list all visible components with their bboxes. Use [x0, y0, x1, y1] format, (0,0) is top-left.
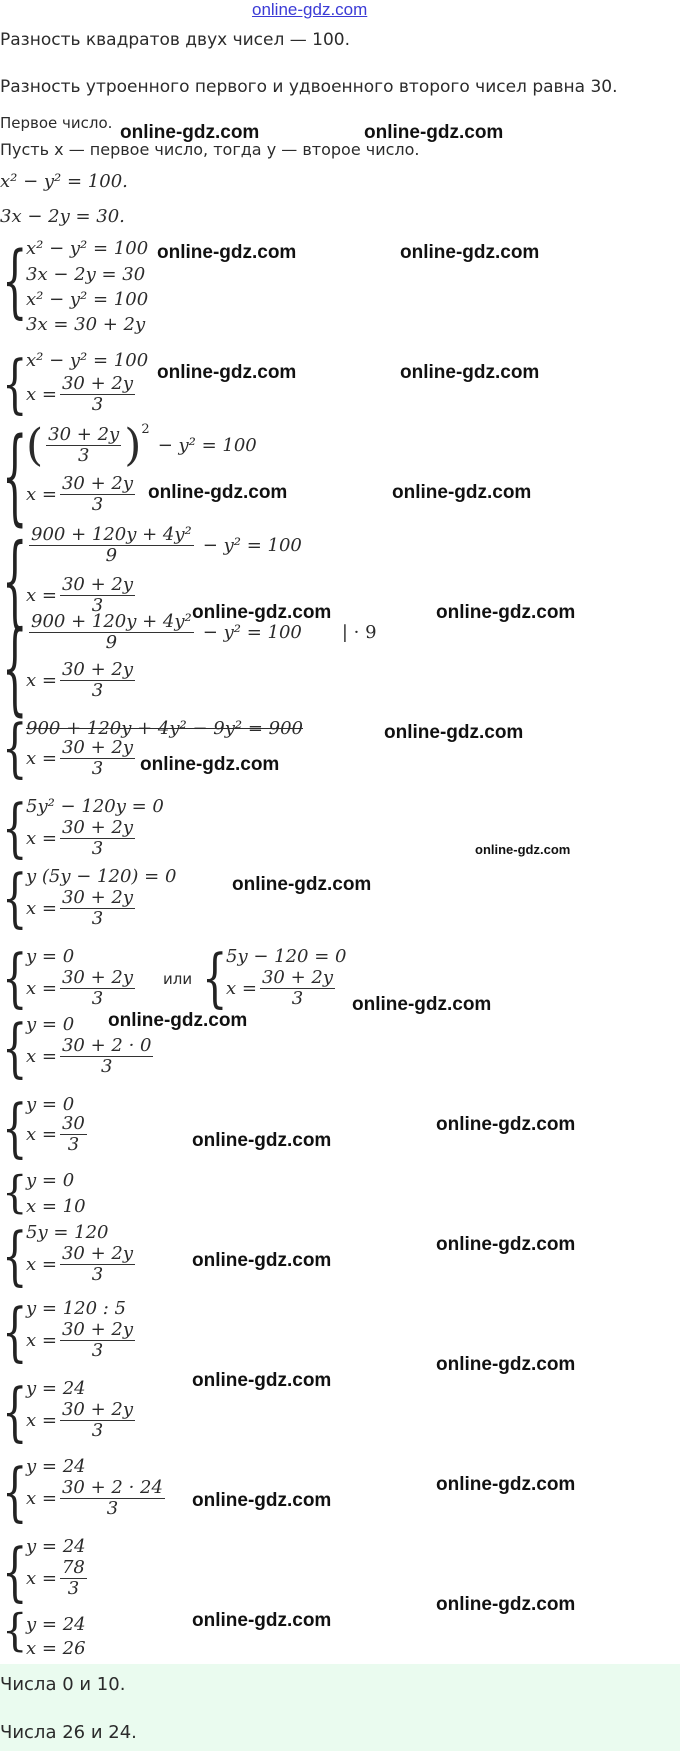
- watermark: online-gdz.com: [436, 602, 576, 623]
- fraction-numerator: 78: [61, 1557, 85, 1578]
- x-equals: x =: [26, 1330, 57, 1351]
- first-number-label: Первое число.: [0, 114, 113, 132]
- fraction-numerator: 30 + 2y: [261, 967, 334, 988]
- system-line: [26, 1114, 90, 1155]
- fraction-numerator: 30 + 2y: [61, 737, 134, 758]
- answer-2: Числа 26 и 24.: [0, 1722, 137, 1743]
- x-equals: x =: [26, 828, 57, 849]
- system-brace: {: [2, 1168, 28, 1219]
- fraction-denominator: 3: [91, 758, 104, 779]
- system-line: y = 24: [26, 1614, 86, 1635]
- fraction-denominator: 3: [91, 908, 104, 929]
- watermark: online-gdz.com: [400, 362, 540, 383]
- system-brace: {: [2, 525, 28, 640]
- system-line: [26, 1244, 138, 1285]
- watermark: online-gdz.com: [192, 1490, 332, 1511]
- system-brace: {: [2, 1012, 28, 1086]
- system-line: [26, 575, 138, 616]
- watermark: online-gdz.com: [157, 242, 297, 263]
- exponent: 2: [141, 422, 150, 437]
- fraction-denominator: 3: [91, 1420, 104, 1441]
- x-equals: x =: [26, 484, 57, 505]
- x-equals: x =: [26, 748, 57, 769]
- x-equals: x =: [26, 1046, 57, 1067]
- system-line: y = 24: [26, 1536, 86, 1557]
- system-line: 3x = 30 + 2y: [26, 314, 146, 335]
- fraction-denominator: 3: [91, 988, 104, 1009]
- fraction-denominator: 3: [91, 680, 104, 701]
- system-line: [26, 1036, 156, 1077]
- fraction-numerator: 30 + 2y: [61, 473, 134, 494]
- system-brace: {: [2, 348, 28, 422]
- system-line: [26, 525, 302, 566]
- system-line: [26, 1478, 168, 1519]
- condition-1: Разность квадратов двух чисел — 100.: [0, 30, 351, 50]
- fraction-numerator: 30 + 2y: [61, 659, 134, 680]
- system-brace: {: [2, 1376, 28, 1450]
- system-line: y = 0: [26, 1094, 75, 1115]
- fraction-numerator: 30 + 2 · 0: [61, 1035, 152, 1056]
- watermark: online-gdz.com: [192, 1610, 332, 1631]
- system-brace: {: [2, 1296, 28, 1370]
- fraction-numerator: 30 + 2y: [48, 424, 120, 445]
- fraction-numerator: 30 + 2 · 24: [61, 1477, 163, 1498]
- watermark: online-gdz.com: [120, 122, 260, 143]
- watermark: online-gdz.com: [352, 994, 492, 1015]
- right-paren: ): [124, 420, 142, 471]
- watermark: online-gdz.com: [400, 242, 540, 263]
- multiply-marker: | · 9: [341, 622, 377, 643]
- left-paren: (: [26, 420, 44, 471]
- system-brace: {: [2, 712, 28, 786]
- system-line: [26, 968, 138, 1009]
- system-line: [26, 1400, 138, 1441]
- x-equals: x =: [26, 898, 57, 919]
- fraction-denominator: 3: [91, 838, 104, 859]
- system-line: [26, 474, 138, 515]
- condition-2: Разность утроенного первого и удвоенного второго чисел равна 30.: [0, 77, 618, 97]
- system-line: [26, 374, 138, 415]
- system-brace: {: [2, 1536, 28, 1610]
- fraction-denominator: 9: [105, 545, 118, 566]
- system-brace: {: [2, 862, 28, 936]
- fraction-denominator: 9: [105, 632, 118, 653]
- watermark: online-gdz.com: [392, 482, 532, 503]
- fraction-denominator: 3: [67, 1134, 80, 1155]
- x-equals: x =: [26, 1568, 57, 1589]
- system-brace: {: [202, 942, 228, 1016]
- fraction-numerator: 900 + 120y + 4y²: [31, 611, 192, 632]
- fraction-numerator: 30 + 2y: [61, 1399, 134, 1420]
- watermark: online-gdz.com: [436, 1354, 576, 1375]
- system-line: x = 10: [26, 1196, 86, 1217]
- system-line: 5y = 120: [26, 1222, 109, 1243]
- watermark: online-gdz.com: [192, 1130, 332, 1151]
- x-equals: x =: [226, 978, 257, 999]
- watermark-link[interactable]: online-gdz.com: [252, 0, 368, 19]
- system-line: [26, 660, 138, 701]
- system-brace: {: [2, 236, 28, 328]
- fraction-denominator: 3: [100, 1056, 113, 1077]
- watermark: online-gdz.com: [192, 1250, 332, 1271]
- system-line: y = 120 : 5: [26, 1298, 127, 1319]
- x-equals: x =: [26, 384, 57, 405]
- system-line: 3x − 2y = 30: [26, 264, 146, 285]
- answer-1: Числа 0 и 10.: [0, 1674, 126, 1695]
- system-line: [26, 420, 257, 471]
- x-equals: x =: [26, 1124, 57, 1145]
- watermark: online-gdz.com: [364, 122, 504, 143]
- fraction-denominator: 3: [91, 494, 104, 515]
- x-equals: x =: [26, 585, 57, 606]
- system-brace: {: [2, 1606, 28, 1657]
- watermark: online-gdz.com: [140, 754, 280, 775]
- system-line: [26, 818, 138, 859]
- system-line: [26, 1320, 138, 1361]
- fraction-numerator: 30 + 2y: [61, 817, 134, 838]
- equation-tail: − y² = 100: [202, 622, 302, 643]
- system-brace: {: [2, 792, 28, 866]
- fraction-numerator: 30 + 2y: [61, 373, 134, 394]
- equation-1: x² − y² = 100.: [0, 171, 128, 192]
- system-line: x = 26: [26, 1638, 86, 1659]
- fraction-numerator: 900 + 120y + 4y²: [31, 524, 192, 545]
- system-brace: {: [2, 942, 28, 1016]
- fraction-numerator: 30 + 2y: [61, 967, 134, 988]
- system-brace: {: [2, 1456, 28, 1530]
- system-line: x² − y² = 100: [26, 238, 149, 259]
- x-equals: x =: [26, 1410, 57, 1431]
- system-brace: {: [2, 1092, 28, 1166]
- system-line: x² − y² = 100: [26, 289, 149, 310]
- equation-tail: − y² = 100: [202, 535, 302, 556]
- fraction-denominator: 3: [291, 988, 304, 1009]
- let-statement: Пусть x — первое число, тогда y — второе число.: [0, 140, 420, 159]
- system-line: [26, 888, 138, 929]
- watermark: online-gdz.com: [475, 842, 571, 857]
- fraction-denominator: 3: [67, 1578, 80, 1599]
- watermark: online-gdz.com: [108, 1010, 248, 1031]
- system-line: [226, 968, 338, 1009]
- watermark: online-gdz.com: [384, 722, 524, 743]
- fraction-numerator: 30: [61, 1113, 85, 1134]
- watermark: online-gdz.com: [192, 602, 332, 623]
- answer-box: [0, 1664, 680, 1751]
- watermark: online-gdz.com: [148, 482, 288, 503]
- system-line: x² − y² = 100: [26, 350, 149, 371]
- system-line: y = 0: [26, 946, 75, 967]
- watermark: online-gdz.com: [192, 1370, 332, 1391]
- system-line: 900 + 120y + 4y² − 9y² = 900: [26, 718, 304, 739]
- watermark: online-gdz.com: [436, 1474, 576, 1495]
- fraction-numerator: 30 + 2y: [61, 1243, 134, 1264]
- fraction-numerator: 30 + 2y: [61, 574, 134, 595]
- system-line: 5y − 120 = 0: [226, 946, 347, 967]
- watermark: online-gdz.com: [157, 362, 297, 383]
- system-line: y = 24: [26, 1456, 86, 1477]
- system-brace: {: [2, 612, 28, 727]
- fraction-denominator: 3: [106, 1498, 119, 1519]
- system-line: y = 24: [26, 1378, 86, 1399]
- or-label: или: [163, 970, 193, 988]
- system-brace: {: [2, 418, 28, 538]
- fraction-denominator: 3: [91, 1340, 104, 1361]
- watermark: online-gdz.com: [436, 1594, 576, 1615]
- watermark: online-gdz.com: [436, 1114, 576, 1135]
- system-line: y = 0: [26, 1170, 75, 1191]
- fraction-denominator: 3: [91, 595, 104, 616]
- x-equals: x =: [26, 1488, 57, 1509]
- system-brace: {: [2, 1220, 28, 1294]
- equation-tail: − y² = 100: [157, 435, 257, 456]
- x-equals: x =: [26, 1254, 57, 1275]
- system-line: 5y² − 120y = 0: [26, 796, 164, 817]
- system-line: y (5y − 120) = 0: [26, 866, 177, 887]
- fraction-numerator: 30 + 2y: [61, 1319, 134, 1340]
- fraction-denominator: 3: [77, 445, 90, 466]
- watermark: online-gdz.com: [436, 1234, 576, 1255]
- system-line: [26, 738, 138, 779]
- equation-2: 3x − 2y = 30.: [0, 206, 125, 227]
- watermark: online-gdz.com: [232, 874, 372, 895]
- fraction-denominator: 3: [91, 1264, 104, 1285]
- x-equals: x =: [26, 670, 57, 691]
- system-line: y = 0: [26, 1014, 75, 1035]
- system-line: [26, 1558, 90, 1599]
- fraction-numerator: 30 + 2y: [61, 887, 134, 908]
- x-equals: x =: [26, 978, 57, 999]
- fraction-denominator: 3: [91, 394, 104, 415]
